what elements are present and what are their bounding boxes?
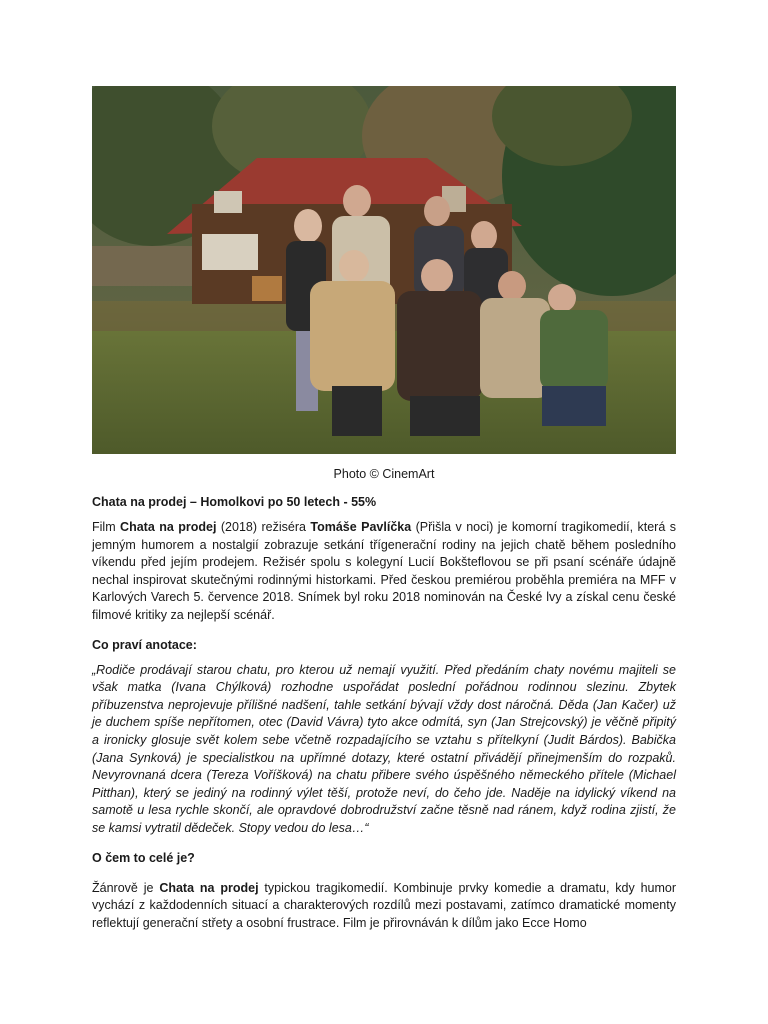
- family-cabin-illustration: [92, 86, 676, 454]
- document-page: [92, 86, 676, 945]
- intro-paragraph: Film Chata na prodej (2018) režiséra Tomáše Pavlíčka (Přišla v noci) je komorní tragikomedií, která s jemným humorem a nostalgií zobrazuje setkání třígenerační rodiny na jejich chatě během posledního víkendu před jejím prodejem. Režisér spolu s kolegyní Lucií Bokšteflovou se při psaní scénáře údajně nechal inspirovat skutečnými rodinnými historkami. Před českou premiérou proběhla premiéra na MFF v Karlových Varech 5. července 2018. Snímek byl roku 2018 nominován na České lvy a získal cenu české filmové kritiky za nejlepší scénář.: [92, 520, 676, 622]
- photo-caption: Photo © CinemArt: [333, 467, 435, 481]
- section-heading-review: Chata na prodej – Homolkovi po 50 letech - 55%: [92, 495, 377, 509]
- film-title: Chata na prodej: [159, 880, 259, 895]
- section-heading-annotation: Co praví anotace:: [92, 637, 197, 652]
- film-title: Chata na prodej: [120, 520, 217, 534]
- section-heading-about: O čem to celé je?: [92, 850, 195, 865]
- film-still-photo: [92, 86, 676, 454]
- about-paragraph: Žánrově je Chata na prodej typickou tragikomedií. Kombinuje prvky komedie a dramatu, kdy humor vychází z každodenních situací a charakterových rozdílů mezi postavami, zatímco dramatické momenty reflektují generační střety a osobní frustrace. Film je přirovnáván k dílům jako Ecce Homo: [92, 880, 677, 930]
- annotation-quote: „Rodiče prodávají starou chatu, pro kterou už nemají využití. Před předáním chaty novému majiteli se však matka (Ivana Chýlková) rozhodne uspořádat poslední pořádnou rodinnou slezinu. Zbytek příbuzenstva neprojevuje přílišné nadšení, tahle setkání bývají vždy dost náročná. Děda (Jan Kačer) už je duchem spíše nepřítomen, otec (David Vávra) tyto akce odmítá, syn (Jan Strejcovský) je věčně připitý a ironicky glosuje svět kolem sebe včetně rozpadajícího se vztahu s přítelkyní (Judit Bárdos). Babička (Jana Synková) je specialistkou na upřímné dotazy, které ostatní přivádějí přinejmenším do rozpaků. Nevyrovnaná dcera (Tereza Voříšková) na chatu přibere svého úspěšného německého přítele (Michael Pitthan), který se jediný na rodinný výlet těší, protože neví, do čeho jde. Naděje na idylický víkend na samotě u lesa rychle skončí, ale opravdové dobrodružství začne těsně nad ránem, když rodina zjistí, že se kamsi vytratil dědeček. Stopy vedou do lesa…“: [92, 662, 676, 835]
- director-name: Tomáše Pavlíčka: [310, 520, 412, 534]
